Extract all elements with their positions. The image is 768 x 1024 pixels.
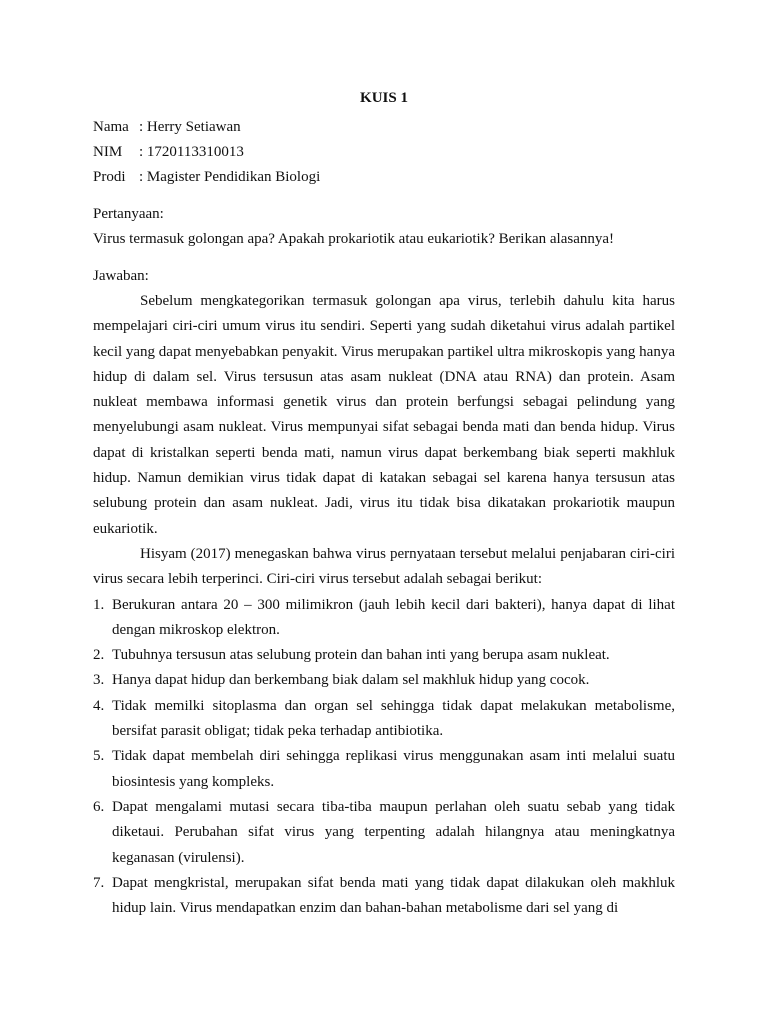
- page-title: KUIS 1: [360, 90, 408, 106]
- list-number: 6.: [93, 798, 105, 815]
- list-item-text: Tidak memilki sitoplasma dan organ sel sehingga tidak dapat melakukan metabolisme, bersifat parasit obligat; tidak peka terhadap antibiotika.: [112, 697, 675, 740]
- info-row-nama: [93, 115, 675, 140]
- spacer: [93, 252, 675, 264]
- criteria-list: [93, 593, 675, 922]
- list-number: 1.: [93, 596, 105, 613]
- info-label: NIM: [93, 144, 123, 160]
- list-item-text: Dapat mengkristal, merupakan sifat benda mati yang tidak dapat dilakukan oleh makhluk hidup lain. Virus mendapatkan enzim dan bahan-bahan metabolisme dari sel yang di: [112, 874, 675, 917]
- info-value: : Herry Setiawan: [139, 119, 241, 135]
- list-item-text: Dapat mengalami mutasi secara tiba-tiba maupun perlahan oleh suatu sebab yang tidak diketaui. Perubahan sifat virus yang terpenting adalah hilangnya atau meningkatnya keganasan (virulensi).: [112, 798, 675, 866]
- info-row-prodi: [93, 165, 675, 190]
- spacer: [93, 190, 675, 202]
- answer-heading: Jawaban:: [93, 268, 149, 284]
- info-value: : Magister Pendidikan Biologi: [139, 169, 321, 185]
- list-number: 3.: [93, 672, 105, 689]
- question-heading: Pertanyaan:: [93, 206, 164, 222]
- info-value: : 1720113310013: [139, 144, 244, 160]
- list-item-text: Hanya dapat hidup dan berkembang biak dalam sel makhluk hidup yang cocok.: [112, 672, 590, 689]
- list-item: [93, 795, 675, 871]
- answer-paragraph: Hisyam (2017) menegaskan bahwa virus pernyataan tersebut melalui penjabaran ciri-ciri virus secara lebih terperinci. Ciri-ciri virus tersebut adalah sebagai berikut:: [93, 545, 675, 588]
- info-row-nim: [93, 140, 675, 165]
- list-number: 5.: [93, 748, 105, 765]
- student-info: [93, 115, 675, 190]
- info-label: Prodi: [93, 169, 126, 185]
- list-number: 7.: [93, 874, 105, 891]
- list-item-text: Tidak dapat membelah diri sehingga replikasi virus menggunakan asam inti melalui suatu biosintesis yang kompleks.: [112, 748, 675, 790]
- list-item: [93, 668, 675, 693]
- question-text: Virus termasuk golongan apa? Apakah prokariotik atau eukariotik? Berikan alasannya!: [93, 231, 615, 247]
- info-label: Nama: [93, 119, 129, 135]
- list-item: [93, 871, 675, 922]
- list-item: [93, 593, 675, 644]
- list-item-text: Berukuran antara 20 – 300 milimikron (jauh lebih kecil dari bakteri), hanya dapat di lihat dengan mikroskop elektron.: [112, 596, 675, 638]
- list-item: [93, 643, 675, 668]
- list-number: 4.: [93, 697, 105, 714]
- list-item-text: Tubuhnya tersusun atas selubung protein dan bahan inti yang berupa asam nukleat.: [112, 647, 610, 664]
- answer-paragraph: Sebelum mengkategorikan termasuk golongan apa virus, terlebih dahulu kita harus mempelajari ciri-ciri umum virus itu sendiri. Seperti yang sudah diketahui virus adalah partikel kecil yang dapat menyebabkan penyakit. Virus merupakan partikel ultra mikroskopis yang hanya hidup di dalam sel. Virus tersusun atas asam nukleat (DNA atau RNA) dan protein. Asam nukleat membawa informasi genetik virus dan protein berfungsi sebagai pelindung yang menyelubungi asam nukleat. Virus mempunyai sifat sebagai benda mati dan benda hidup. Virus dapat di kristalkan seperti benda mati, namun virus dapat berkembang biak seperti makhluk hidup. Namun demikian virus tidak dapat di katakan sebagai sel karena hanya tersusun atas selubung protein dan asam nukleat. Jadi, virus itu tidak bisa dikatakan prokariotik maupun eukariotik.: [93, 293, 675, 537]
- list-item: [93, 694, 675, 745]
- list-item: [93, 744, 675, 795]
- list-number: 2.: [93, 647, 105, 664]
